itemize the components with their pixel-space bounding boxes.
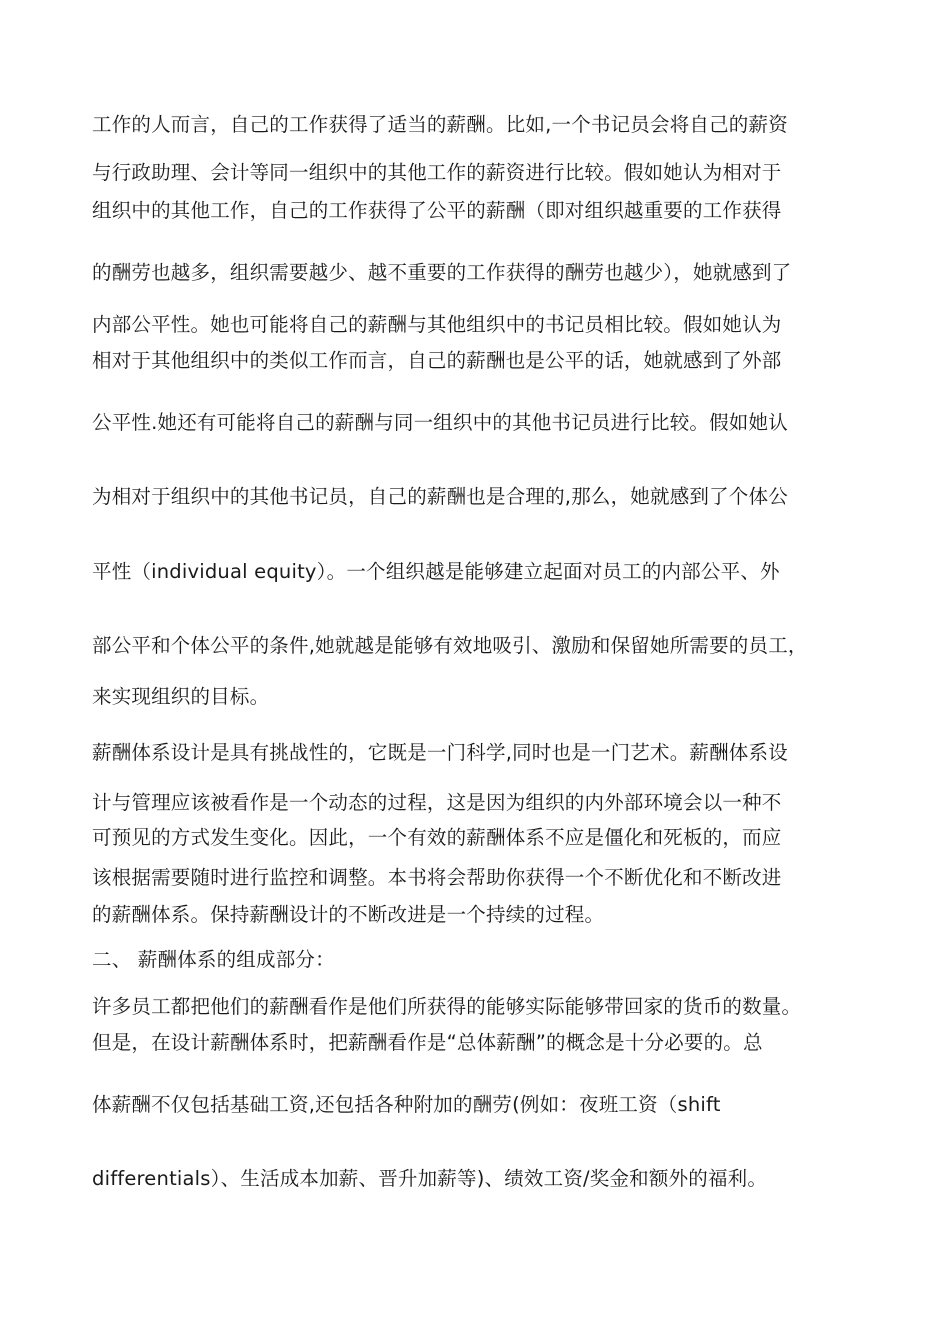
text-line: 平性（individual equity）。一个组织越是能够建立起面对员工的内部公平、外 [92,560,780,583]
text-line: 工作的人而言，自己的工作获得了适当的薪酬。比如,一个书记员会将自己的薪资 [92,113,788,136]
text-line: 与行政助理、会计等同一组织中的其他工作的薪资进行比较。假如她认为相对于 [92,161,782,184]
text-line: 组织中的其他工作，自己的工作获得了公平的薪酬（即对组织越重要的工作获得 [92,199,782,222]
text-line: 公平性.她还有可能将自己的薪酬与同一组织中的其他书记员进行比较。假如她认 [92,411,788,434]
text-line: differentials）、生活成本加薪、晋升加薪等)、绩效工资/奖金和额外的福利。 [92,1167,768,1190]
text-line: 的酬劳也越多，组织需要越少、越不重要的工作获得的酬劳也越少），她就感到了 [92,261,792,284]
section-heading: 二、 薪酬体系的组成部分： [92,948,335,971]
text-line: 许多员工都把他们的薪酬看作是他们所获得的能够实际能够带回家的货币的数量。 [92,995,802,1018]
text-line: 可预见的方式发生变化。因此，一个有效的薪酬体系不应是僵化和死板的，而应 [92,826,782,849]
text-line: 的薪酬体系。保持薪酬设计的不断改进是一个持续的过程。 [92,903,605,926]
text-line: 内部公平性。她也可能将自己的薪酬与其他组织中的书记员相比较。假如她认为 [92,313,782,336]
text-line: 该根据需要随时进行监控和调整。本书将会帮助你获得一个不断优化和不断改进 [92,866,782,889]
text-line: 部公平和个体公平的条件,她就越是能够有效地吸引、激励和保留她所需要的员工， [92,634,808,657]
text-line: 体薪酬不仅包括基础工资,还包括各种附加的酬劳(例如：夜班工资（shift [92,1093,721,1116]
text-line: 为相对于组织中的其他书记员，自己的薪酬也是合理的,那么，她就感到了个体公 [92,485,788,508]
text-line: 薪酬体系设计是具有挑战性的，它既是一门科学,同时也是一门艺术。薪酬体系设 [92,741,788,764]
text-line: 相对于其他组织中的类似工作而言，自己的薪酬也是公平的话，她就感到了外部 [92,349,782,372]
text-line: 来实现组织的目标。 [92,685,270,708]
text-line: 但是，在设计薪酬体系时，把薪酬看作是“总体薪酬”的概念是十分必要的。总 [92,1031,763,1054]
text-line: 计与管理应该被看作是一个动态的过程，这是因为组织的内外部环境会以一种不 [92,791,782,814]
